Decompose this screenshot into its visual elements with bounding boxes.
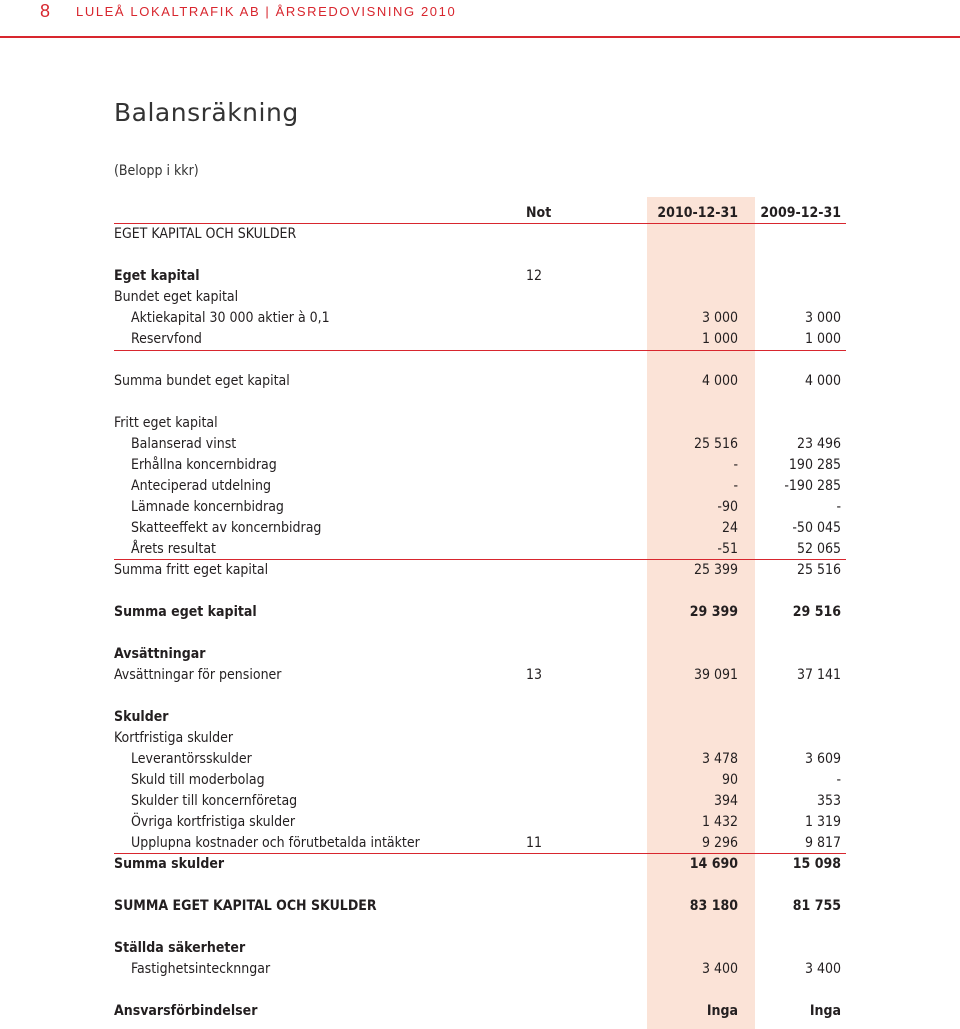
table-row [0,1001,960,1022]
row-label: Avsättningar för pensioner [114,667,282,683]
row-value-2010: 394 [713,793,738,809]
row-value-2010: 14 690 [689,856,738,872]
row-value-2009: 1 000 [804,331,841,347]
row-label: Fastighetsintecknngar [131,961,271,977]
row-value-2009: 190 285 [788,457,841,473]
row-value-2010: 3 400 [701,961,738,977]
row-label: Skuld till moderbolag [131,772,265,788]
table-row [0,728,960,749]
row-label: Skulder [114,709,169,725]
row-value-2010: -51 [717,541,738,557]
row-value-2009: 37 141 [796,667,841,683]
row-label: Ställda säkerheter [114,940,246,956]
table-row [0,287,960,308]
table-row [0,791,960,812]
table-row [0,308,960,329]
row-value-2010: 3 478 [701,751,738,767]
row-value-2010: 25 516 [693,436,738,452]
row-value-2010: 29 399 [689,604,738,620]
table-row [0,266,960,287]
row-value-2010: 83 180 [689,898,738,914]
row-value-2009: - [836,499,841,515]
row-value-2009: 29 516 [792,604,841,620]
row-label: Upplupna kostnader och förutbetalda intäkter [131,835,420,851]
table-row [0,833,960,854]
row-value-2009: 9 817 [804,835,841,851]
row-value-2010: 9 296 [701,835,738,851]
table-row [0,434,960,455]
row-value-2009: 25 516 [796,562,841,578]
table-row [0,455,960,476]
row-note: 13 [526,667,543,683]
table-row [0,602,960,623]
row-value-2010: 24 [721,520,738,536]
row-divider [114,350,846,351]
row-value-2010: Inga [706,1003,738,1019]
row-value-2010: - [733,478,738,494]
row-label: Årets resultat [131,541,216,557]
table-row [0,770,960,791]
table-row [0,224,960,245]
row-value-2009: 3 400 [804,961,841,977]
row-label: Reservfond [131,331,202,347]
row-label: Kortfristiga skulder [114,730,234,746]
row-value-2009: 23 496 [796,436,841,452]
table-row [0,329,960,350]
table-row [0,560,960,581]
row-value-2010: 90 [721,772,738,788]
row-value-2010: 1 000 [701,331,738,347]
table-row [0,644,960,665]
table-row [0,812,960,833]
row-value-2009: 3 609 [804,751,841,767]
row-label: Lämnade koncernbidrag [131,499,284,515]
column-header-2009: 2009-12-31 [760,205,841,221]
row-label: Eget kapital [114,268,200,284]
row-value-2010: 3 000 [701,310,738,326]
table-row [0,749,960,770]
row-label: Erhållna koncernbidrag [131,457,277,473]
row-value-2009: - [836,772,841,788]
row-value-2010: 39 091 [693,667,738,683]
row-label: Ansvarsförbindelser [114,1003,258,1019]
row-label: Summa fritt eget kapital [114,562,269,578]
amount-unit-note: (Belopp i kkr) [114,163,199,179]
table-row [0,938,960,959]
row-label: Skatteeffekt av koncernbidrag [131,520,322,536]
row-note: 11 [526,835,543,851]
row-value-2009: 3 000 [804,310,841,326]
table-row [0,896,960,917]
row-value-2010: 25 399 [693,562,738,578]
table-row [0,854,960,875]
row-label: Avsättningar [114,646,206,662]
row-value-2009: 353 [816,793,841,809]
table-row [0,413,960,434]
running-title: LULEÅ LOKALTRAFIK AB | ÅRSREDOVISNING 2010 [76,4,457,19]
table-row [0,665,960,686]
row-value-2009: -190 285 [784,478,841,494]
row-label: Summa skulder [114,856,225,872]
row-label: EGET KAPITAL OCH SKULDER [114,226,297,242]
row-label: Summa bundet eget kapital [114,373,290,389]
row-value-2009: 81 755 [792,898,841,914]
row-value-2009: 4 000 [804,373,841,389]
row-value-2009: 52 065 [796,541,841,557]
page-title: Balansräkning [114,98,299,127]
row-label: Aktiekapital 30 000 aktier à 0,1 [131,310,330,326]
row-label: Övriga kortfristiga skulder [131,814,296,830]
table-row [0,476,960,497]
row-label: Bundet eget kapital [114,289,239,305]
row-label: Balanserad vinst [131,436,237,452]
column-header-2010: 2010-12-31 [657,205,738,221]
row-label: Summa eget kapital [114,604,257,620]
row-value-2009: 1 319 [804,814,841,830]
row-label: Anteciperad utdelning [131,478,271,494]
table-row [0,371,960,392]
column-header-not: Not [526,205,552,221]
row-label: SUMMA EGET KAPITAL OCH SKULDER [114,898,377,914]
table-row [0,707,960,728]
row-label: Leverantörsskulder [131,751,252,767]
row-value-2009: Inga [809,1003,841,1019]
row-value-2009: -50 045 [792,520,841,536]
row-value-2010: 4 000 [701,373,738,389]
row-label: Skulder till koncernföretag [131,793,298,809]
row-value-2009: 15 098 [792,856,841,872]
column-header-row [0,203,960,224]
table-row [0,518,960,539]
page-number: 8 [40,1,51,21]
table-row [0,959,960,980]
table-row [0,539,960,560]
row-value-2010: -90 [717,499,738,515]
row-value-2010: - [733,457,738,473]
row-note: 12 [526,268,543,284]
row-label: Fritt eget kapital [114,415,218,431]
table-row [0,497,960,518]
row-value-2010: 1 432 [701,814,738,830]
